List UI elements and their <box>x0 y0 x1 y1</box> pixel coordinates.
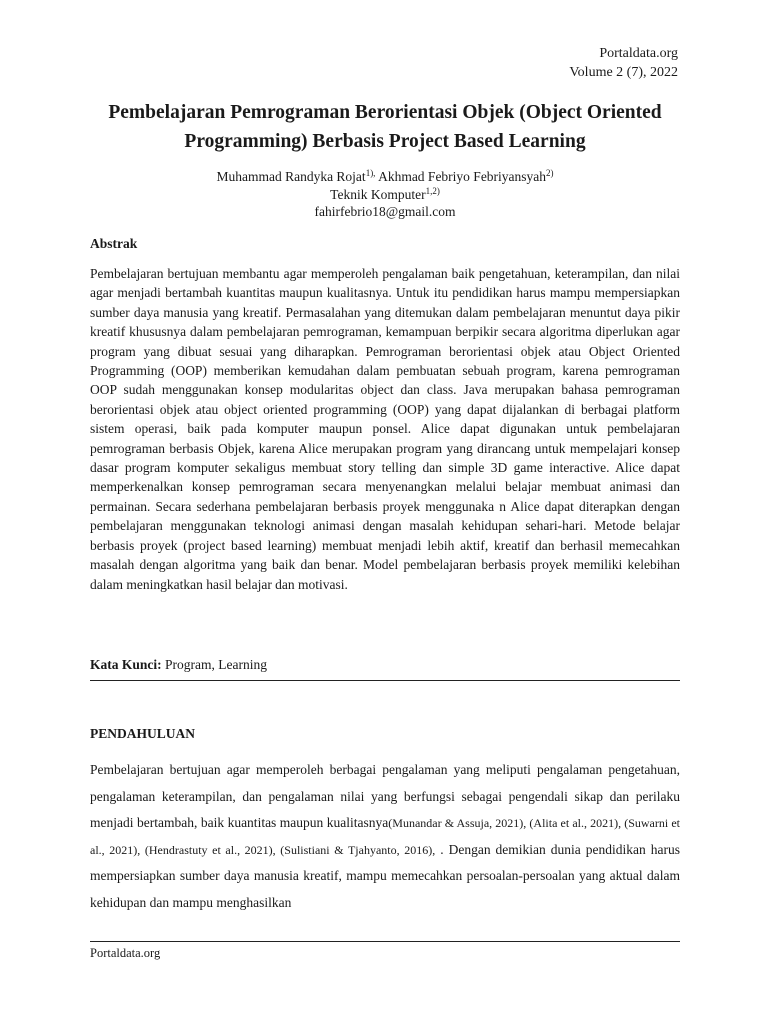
document-page <box>90 0 680 1024</box>
affiliation <box>90 186 680 204</box>
author-2-sup: 2) <box>546 168 554 178</box>
introduction-body <box>90 757 680 916</box>
divider-line <box>90 680 680 681</box>
author-1-sup: 1), <box>365 168 376 178</box>
header-site: Portaldata.org <box>599 46 678 61</box>
footer-divider <box>90 941 680 942</box>
keywords-value: Program, Learning <box>161 657 267 672</box>
abstract-body: Pembelajaran bertujuan membantu agar memperoleh pengalaman baik pengetahuan, keterampilan, dan nilai agar menjadi bertambah kuantitas maupun kualitasnya. Untuk itu pendidikan harus mampu mempersiapkan sumber daya manusia yang kreatif. Permasalahan yang ditemukan dalam pembelajaran menuntut daya pikir kreatif khususnya dalam pembelajaran pemrograman, kemampuan berpikir secara algoritma diperlukan agar program yang dibuat sesuai yang diharapkan. Pemrograman berorientasi objek atau Object Oriented Programming (OOP) memberikan kemudahan dalam pembuatan sebuah program, karena pemrograman OOP sudah menggunakan konsep modularitas object dan class. Java merupakan bahasa pemrograman berorientasi objek atau object oriented programming (OOP) yang dapat dijalankan di berbagai platform sistem operasi, baik pada komputer maupun ponsel. Alice dapat digunakan untuk pembelajaran pemrograman berbasis Objek, karena Alice merupakan program yang dirancang untuk mempelajari konsep dasar program komputer sekaligus membuat story telling dan simple 3D game interactive. Alice dapat memperkenalkan konsep pemrograman secara menyenangkan melalui belajar membuat animasi dan permainan. Secara sederhana pembelajaran berbasis proyek menggunaka n Alice dapat diterapkan dengan pembelajaran menggunakan teknologi animasi dengan masalah kehidupan sehari-hari. Metode belajar berbasis proyek (project based learning) membuat menjadi lebih aktif, kreatif dan berhasil memecahkan masalah dengan algoritma yang baik dan benar. Model pembelajaran berbasis proyek memiliki kelebihan dalam meningkatkan hasil belajar dan motivasi. <box>90 266 680 592</box>
title-line-2: Programming) Berbasis Project Based Learning <box>184 131 586 152</box>
running-header <box>569 44 678 82</box>
header-volume: Volume 2 (7), 2022 <box>569 65 678 80</box>
keywords-label: Kata Kunci: <box>90 657 162 672</box>
intro-text-1: Pembelajaran bertujuan agar memperoleh berbagai pengalaman yang meliputi pengalaman pengetahuan, pengalaman keterampilan, dan pengalaman nilai yang berfungsi sebagai pengendali sikap dan perilaku menjadi bertambah, baik kuantitas maupun kualitasnya <box>90 762 680 830</box>
author-email: fahirfebrio18@gmail.com <box>314 204 456 219</box>
author-2-name: Akhmad Febriyo Febriyansyah <box>375 169 547 184</box>
paper-title <box>90 98 680 156</box>
title-line-1: Pembelajaran Pemrograman Berorientasi Objek (Object Oriented <box>108 102 662 123</box>
intro-text-2: . Dengan demikian dunia pendidikan harus mempersiapkan sumber daya manusia kreatif, mampu memecahkan persoalan-persoalan yang aktual dalam kehidupan dan mampu menghasilkan <box>90 841 680 910</box>
author-block <box>90 168 680 221</box>
affiliation-name: Teknik Komputer <box>330 186 426 202</box>
abstract-heading: Abstrak <box>90 236 138 251</box>
affiliation-sup: 1,2) <box>425 185 440 196</box>
author-1-name: Muhammad Randyka Rojat <box>216 169 366 184</box>
footer-site: Portaldata.org <box>90 946 161 960</box>
section-heading-introduction: PENDAHULUAN <box>90 726 196 741</box>
keywords <box>90 657 267 673</box>
intro-citations: (Munandar & Assuja, 2021), (Alita et al., 2021), (Suwarni et al., 2021), (Hendrastuty et al., 2021), (Sulistiani & Tjahyanto, 2016), <box>90 816 680 857</box>
author-names <box>90 168 680 186</box>
